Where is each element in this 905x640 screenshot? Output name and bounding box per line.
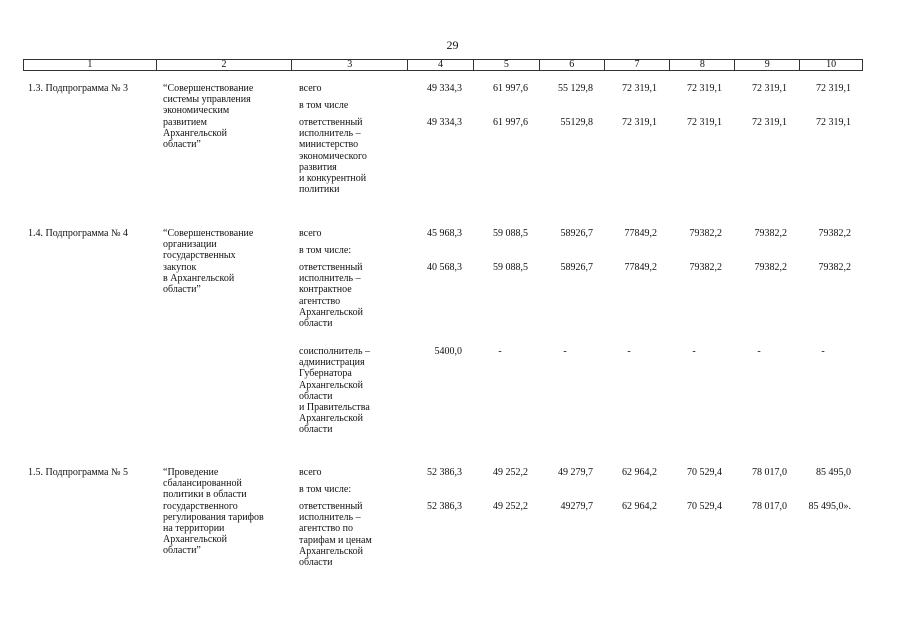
subprogram-number: 1.4. Подпрограмма № 4 [28,228,128,239]
page-number: 29 [446,38,459,52]
column-header: 9 [735,60,800,70]
funding-source-label: области [299,557,333,568]
funding-value: 52 386,3 [427,501,462,512]
funding-value: 61 997,6 [493,117,528,128]
funding-value: 72 319,1 [687,117,722,128]
column-header: 3 [292,60,408,70]
funding-source-label: Архангельской [299,379,363,391]
funding-source-label: администрация [299,357,365,369]
funding-value: 77849,2 [624,262,657,273]
funding-source-label: министерство [299,139,359,151]
subprogram-title-line: области” [163,139,201,150]
funding-value: 59 088,5 [493,228,528,239]
table-header-row [23,59,863,71]
subprogram-title-line: Архангельской [163,127,227,139]
funding-value: 49 334,3 [427,83,462,94]
funding-value: 58926,7 [560,262,593,273]
funding-value: 72 319,1 [816,83,851,94]
funding-source-label: Архангельской [299,413,363,425]
funding-value: 79382,2 [689,262,722,273]
subprogram-title-line: сбалансированной [163,478,242,490]
subprogram-title-line: в Архангельской [163,272,235,284]
funding-value: 72 319,1 [687,83,722,94]
subprogram-title-line: развитием [163,116,207,128]
subprogram-title-line: регулирования тарифов [163,511,264,523]
funding-value: 72 319,1 [622,83,657,94]
funding-source-label: развития [299,161,337,173]
funding-value: - [692,346,696,357]
funding-value: 85 495,0». [808,501,851,512]
column-header: 2 [157,60,293,70]
funding-value: 72 319,1 [816,117,851,128]
funding-value: 79382,2 [818,228,851,239]
funding-value: 70 529,4 [687,467,722,478]
funding-value: 61 997,6 [493,83,528,94]
funding-source-label: исполнитель – [299,273,361,285]
funding-value: 55129,8 [560,117,593,128]
subprogram-title-line: области” [163,545,201,557]
funding-value: - [498,346,502,357]
funding-source-label: агентство по [299,523,354,535]
funding-source-label: всего [299,83,322,94]
funding-value: 49 334,3 [427,117,462,128]
funding-value: 45 968,3 [427,228,462,239]
funding-value: 72 319,1 [622,117,657,128]
column-header: 6 [540,60,605,70]
funding-source-label: области [299,424,333,436]
funding-source-label: соисполнитель – [299,346,371,357]
funding-source-label: политики [299,184,340,196]
funding-value: 5400,0 [434,346,462,357]
funding-source-label: и конкурентной [299,173,367,184]
funding-source-label: Архангельской [299,545,363,557]
funding-source-label: исполнитель – [299,512,361,524]
funding-value: 78 017,0 [752,501,787,512]
subprogram-title-line: “Совершенствование [163,83,254,94]
funding-value: 52 386,3 [427,467,462,478]
funding-source-label: экономического [299,150,367,162]
funding-value: 62 964,2 [622,501,657,512]
funding-value: - [821,346,825,357]
funding-source-label: Губернатора [299,368,352,380]
funding-value: 72 319,1 [752,117,787,128]
funding-value: 79382,2 [754,228,787,239]
funding-source-label: агентство [299,295,341,307]
funding-source-label: в том числе: [299,245,352,256]
column-header: 5 [474,60,540,70]
funding-source-label: всего [299,228,322,239]
subprogram-number: 1.3. Подпрограмма № 3 [28,83,128,94]
funding-value: 78 017,0 [752,467,787,478]
funding-value: 72 319,1 [752,83,787,94]
column-header: 8 [670,60,735,70]
subprogram-title-line: Архангельской [163,534,227,546]
funding-value: - [563,346,567,357]
column-header: 4 [408,60,474,70]
funding-value: - [627,346,631,357]
funding-source-label: в том числе: [299,484,352,495]
subprogram-title-line: системы управления [163,94,251,106]
subprogram-title-line: государственного [163,500,238,512]
funding-source-label: контрактное [299,284,352,296]
funding-value: 79382,2 [754,262,787,273]
subprogram-title-line: политики в области [163,489,247,501]
subprogram-title-line: на территории [163,523,225,534]
funding-value: 49279,7 [560,501,593,512]
column-header: 7 [605,60,671,70]
funding-value: 59 088,5 [493,262,528,273]
subprogram-title-line: “Совершенствование [163,228,254,239]
subprogram-title-line: области” [163,284,201,295]
subprogram-number: 1.5. Подпрограмма № 5 [28,467,128,478]
column-header: 1 [24,60,157,70]
funding-source-label: области [299,318,333,329]
funding-source-label: ответственный [299,262,363,273]
subprogram-title-line: закупок [163,261,197,273]
funding-value: 85 495,0 [816,467,851,478]
funding-value: 79382,2 [818,262,851,273]
funding-source-label: тарифам и ценам [299,534,372,546]
funding-source-label: ответственный [299,117,363,128]
funding-source-label: исполнитель – [299,128,361,140]
subprogram-title-line: организации [163,239,217,251]
funding-value: - [757,346,761,357]
funding-value: 49 252,2 [493,501,528,512]
funding-source-label: в том числе [299,100,349,111]
funding-value: 49 252,2 [493,467,528,478]
funding-source-label: всего [299,467,322,478]
funding-source-label: области [299,390,333,402]
funding-value: 40 568,3 [427,262,462,273]
funding-value: 55 129,8 [558,83,593,94]
subprogram-title-line: экономическим [163,105,230,117]
funding-value: 77849,2 [624,228,657,239]
funding-value: 79382,2 [689,228,722,239]
funding-source-label: Архангельской [299,306,363,318]
subprogram-title-line: “Проведение [163,467,219,478]
subprogram-title-line: государственных [163,250,236,262]
funding-value: 62 964,2 [622,467,657,478]
funding-source-label: и Правительства [299,402,370,413]
funding-value: 70 529,4 [687,501,722,512]
funding-value: 49 279,7 [558,467,593,478]
column-header: 10 [826,59,837,70]
funding-value: 58926,7 [560,228,593,239]
funding-source-label: ответственный [299,501,363,512]
